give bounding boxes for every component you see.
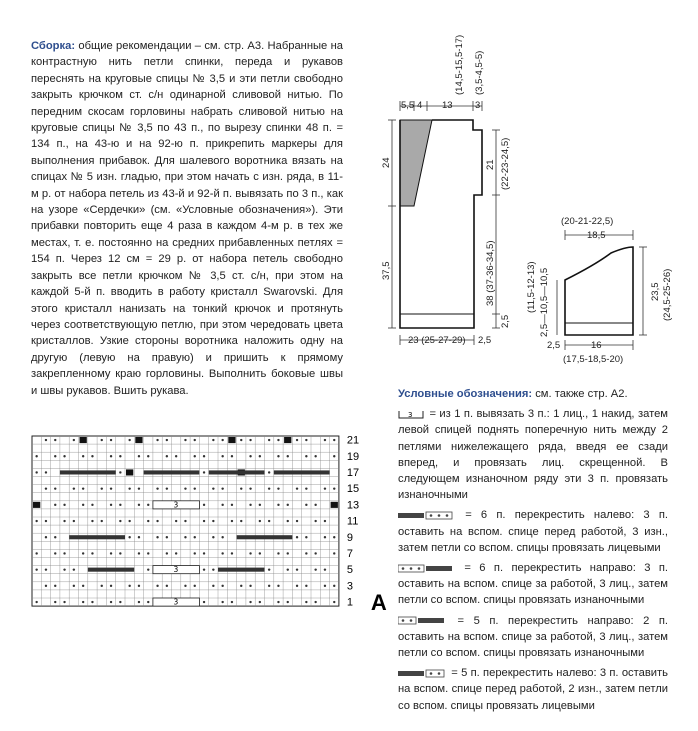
sleeve-left-label: 2,5—10,5—10,5: [539, 267, 550, 337]
purl-dot: [305, 487, 307, 489]
purl-dot: [82, 504, 84, 506]
purl-dot: [63, 568, 65, 570]
purl-dot: [147, 520, 149, 522]
chart-row-number: 9: [346, 531, 354, 544]
chart-filled-cell: [126, 469, 133, 475]
purl-dot: [166, 585, 168, 587]
purl-dot: [128, 585, 130, 587]
purl-dot: [314, 520, 316, 522]
purl-dot: [324, 520, 326, 522]
legend-heading: Условные обозначения:: [398, 388, 533, 400]
sleeve-top-label: 18,5: [587, 230, 606, 241]
purl-dot: [119, 455, 121, 457]
purl-dot: [259, 455, 261, 457]
purl-dot: [166, 552, 168, 554]
purl-dot: [287, 568, 289, 570]
purl-dot: [35, 552, 37, 554]
purl-dot: [268, 439, 270, 441]
sleeve-outline: [565, 247, 633, 335]
purl-dot: [45, 439, 47, 441]
purl-dot: [268, 520, 270, 522]
purl-dot: [156, 536, 158, 538]
purl-dot: [35, 471, 37, 473]
purl-dot: [240, 520, 242, 522]
purl-dot: [91, 455, 93, 457]
purl-dot: [324, 585, 326, 587]
legend-item-5: = 5 п. перекрестить налево: 3 п. оставить на вспом. спице перед работой, 2 изн., затем петли со вспом. спицы провязать лицевыми: [398, 667, 668, 712]
top-shoulder-label: (3,5-4,5-5): [474, 50, 485, 95]
purl-dot: [259, 552, 261, 554]
purl-dot: [147, 601, 149, 603]
chart-cable: [88, 568, 135, 572]
purl-dot: [333, 585, 335, 587]
legend-item-4: = 5 п. перекрестить направо: 2 п. оставить на вспом. спице за работой, 3 лиц., затем петли со вспом. спицы провязать изнаночными: [398, 614, 669, 660]
purl-dot: [305, 455, 307, 457]
neckline-shape: [400, 120, 432, 206]
cross-left-6-icon: [398, 511, 454, 520]
purl-dot: [333, 552, 335, 554]
purl-dot: [305, 504, 307, 506]
purl-dot: [110, 585, 112, 587]
right-body-label: 38 (37-36-34,5): [485, 240, 496, 306]
purl-dot: [73, 520, 75, 522]
purl-dot: [203, 568, 205, 570]
right-armhole-alt-label: (22-23-24,5): [500, 137, 511, 190]
purl-dot: [296, 585, 298, 587]
purl-dot: [119, 601, 121, 603]
purl-dot: [305, 536, 307, 538]
purl-dot: [277, 601, 279, 603]
purl-dot: [212, 585, 214, 587]
purl-dot: [128, 487, 130, 489]
chart-row-number: 15: [346, 483, 360, 496]
purl-dot: [259, 520, 261, 522]
assembly-body: общие рекомендации – см. стр. А3. Набранные на контрастную нить петли спинки, переда и рукавов переснять на круговые спицы № 3,5 и эти петли свободно закрыть крючком ст. с/н одинарной сливовой нитью. По передним скосам горловины набрать сливовой нитью на круговые спицы № 3,5 по 43 п., по вырезу спинки 48 п. = 134 п., на 43-ю и на 92-ю п. прикрепить маркеры для выполнения прибавок. Для шалевого воротника вязать на спицах № 5 изн. гладью, при этом начать с изн. ряда, в 11-м р. от набора петель из 43-й и 92-й п. вывязать по 3 п., как на узоре «Сердечки» (см. «Условные обозначения»). Эти прибавки повторить еще 4 раза в каждом 4-м р. в тех же местах, т. е. постоянно на средних прибавленных петлях = 154 п. Через 12 см = 29 р. от набора петель свободно закрыть все петли крючком № 3,5 ст. с/н, при этом на каждой 5-й п. вводить в работу кристалл Swarovski. Для этого кристалл нанизать на тонкий крючок и протянуть через соответствующую петлю, при этом чередовать цвета кристаллов. Узкие стороны воротника наложить одну на другую (левую на правую) и пришить к прямому закрепленному краю горловины. Выполнить боковые швы и швы рукавов. Вшить рукава.: [31, 40, 344, 397]
purl-dot: [194, 585, 196, 587]
purl-dot: [166, 439, 168, 441]
chart-row-number: 13: [346, 499, 360, 512]
chart-cable: [60, 470, 116, 474]
purl-dot: [324, 568, 326, 570]
purl-dot: [333, 455, 335, 457]
chart-cable: [218, 568, 265, 572]
purl-dot: [54, 439, 56, 441]
purl-dot: [119, 520, 121, 522]
chart-cable: [209, 470, 265, 474]
purl-dot: [231, 520, 233, 522]
purl-dot: [296, 520, 298, 522]
purl-dot: [166, 536, 168, 538]
purl-dot: [184, 487, 186, 489]
purl-dot: [259, 601, 261, 603]
purl-dot: [203, 471, 205, 473]
purl-dot: [184, 585, 186, 587]
purl-dot: [63, 455, 65, 457]
purl-dot: [110, 552, 112, 554]
purl-dot: [221, 585, 223, 587]
purl-dot: [221, 487, 223, 489]
top-neck-label: (14,5-15,5-17): [454, 34, 465, 95]
top-width-1: 5,5: [401, 100, 415, 111]
purl-dot: [156, 439, 158, 441]
legend-item-1: = из 1 п. вывязать 3 п.: 1 лиц., 1 накид, затем левой спицей поднять поперечную нить между 2 петлями нижележащего ряда, введя ее сзади вперед, и провязать лиц. скрещенной. В следующем изнаночном ряду эти 3 п. провязать изнаночными: [398, 408, 668, 502]
purl-dot: [221, 536, 223, 538]
purl-dot: [54, 455, 56, 457]
purl-dot: [147, 552, 149, 554]
purl-dot: [240, 487, 242, 489]
legend-item-3: = 6 п. перекрестить направо: 3 п. оставить на вспом. спице за работой, 3 лиц., затем петли со вспом. спицы провязать изнаночными: [398, 562, 669, 607]
chart-row-number: 5: [346, 564, 354, 577]
purl-dot: [73, 568, 75, 570]
purl-dot: [119, 471, 121, 473]
purl-dot: [221, 552, 223, 554]
purl-dot: [175, 520, 177, 522]
sleeve-schematic: [525, 205, 698, 370]
cross-right-5-icon: [398, 616, 446, 625]
purl-dot: [54, 487, 56, 489]
purl-dot: [305, 585, 307, 587]
chart-filled-cell: [228, 437, 235, 443]
purl-dot: [287, 520, 289, 522]
purl-dot: [82, 455, 84, 457]
purl-dot: [268, 471, 270, 473]
chart-filled-cell: [331, 502, 338, 508]
purl-dot: [277, 504, 279, 506]
chart-row-number: 1: [346, 596, 354, 609]
purl-dot: [305, 601, 307, 603]
purl-dot: [249, 487, 251, 489]
purl-dot: [221, 455, 223, 457]
purl-dot: [138, 504, 140, 506]
purl-dot: [35, 520, 37, 522]
top-width-2: 4: [417, 100, 423, 111]
purl-dot: [45, 487, 47, 489]
legend-heading-rest: см. также стр. А2.: [535, 388, 628, 400]
bottom-width-label: 23 (25-27-29): [408, 335, 466, 346]
body-schematic: [370, 30, 515, 360]
purl-dot: [45, 536, 47, 538]
purl-dot: [138, 487, 140, 489]
purl-dot: [259, 504, 261, 506]
purl-dot: [324, 487, 326, 489]
purl-dot: [296, 487, 298, 489]
purl-dot: [45, 568, 47, 570]
purl-dot: [175, 455, 177, 457]
purl-dot: [249, 439, 251, 441]
purl-dot: [333, 439, 335, 441]
purl-dot: [184, 536, 186, 538]
purl-dot: [231, 601, 233, 603]
top-width-4: 3: [475, 100, 481, 111]
purl-dot: [63, 520, 65, 522]
purl-dot: [45, 471, 47, 473]
purl-dot: [175, 552, 177, 554]
purl-dot: [324, 536, 326, 538]
purl-dot: [184, 520, 186, 522]
chart-row-number: 7: [346, 548, 354, 560]
purl-dot: [119, 504, 121, 506]
chart-filled-cell: [80, 437, 87, 443]
purl-dot: [82, 585, 84, 587]
chart-cable: [274, 470, 330, 474]
purl-dot: [203, 504, 205, 506]
purl-dot: [240, 585, 242, 587]
purl-dot: [156, 487, 158, 489]
purl-dot: [35, 455, 37, 457]
chart-cable: [144, 470, 200, 474]
purl-dot: [156, 585, 158, 587]
chart-row-number: 3: [346, 580, 354, 593]
purl-dot: [249, 455, 251, 457]
chart-cable: [69, 535, 125, 539]
assembly-heading: Сборка:: [31, 40, 76, 52]
purl-dot: [314, 601, 316, 603]
chart-filled-cell: [33, 502, 40, 508]
legend: [398, 386, 668, 714]
sleeve-bottom-rib-label: 2,5: [547, 340, 561, 351]
purl-dot: [240, 439, 242, 441]
purl-dot: [221, 439, 223, 441]
purl-dot: [110, 439, 112, 441]
sleeve-right-label: 23,5: [650, 282, 661, 301]
purl-dot: [138, 552, 140, 554]
sleeve-bottom-label: 16: [591, 340, 602, 351]
purl-dot: [194, 439, 196, 441]
purl-dot: [63, 552, 65, 554]
purl-dot: [277, 487, 279, 489]
left-total-label: 37,5: [381, 261, 392, 280]
purl-dot: [212, 520, 214, 522]
purl-dot: [54, 585, 56, 587]
purl-dot: [73, 487, 75, 489]
purl-dot: [166, 487, 168, 489]
purl-dot: [324, 439, 326, 441]
chart-filled-cell: [284, 437, 291, 443]
chart-cable: [237, 535, 293, 539]
assembly-text: [31, 38, 343, 399]
increase-symbol-icon: [398, 410, 424, 419]
right-armhole-label: 21: [485, 159, 496, 170]
purl-dot: [138, 601, 140, 603]
purl-dot: [91, 552, 93, 554]
chart-cell-label: 3: [173, 565, 179, 575]
chart-letter: A: [370, 590, 387, 610]
purl-dot: [296, 568, 298, 570]
purl-dot: [203, 552, 205, 554]
purl-dot: [268, 585, 270, 587]
chart-row-number: 21: [346, 434, 360, 447]
cross-right-6-icon: [398, 564, 454, 573]
cross-left-5-icon: [398, 669, 446, 678]
bottom-rib-label: 2,5: [478, 335, 492, 346]
purl-dot: [138, 585, 140, 587]
purl-dot: [156, 520, 158, 522]
purl-dot: [194, 487, 196, 489]
purl-dot: [249, 552, 251, 554]
purl-dot: [221, 601, 223, 603]
purl-dot: [101, 439, 103, 441]
purl-dot: [147, 568, 149, 570]
purl-dot: [91, 504, 93, 506]
legend-item-2: = 6 п. перекрестить налево: 3 п. оставить на вспом. спице перед работой, 3 изн., затем петли со вспом. спицы провязать лицевыми: [398, 509, 668, 554]
purl-dot: [314, 504, 316, 506]
purl-dot: [305, 439, 307, 441]
purl-dot: [54, 552, 56, 554]
purl-dot: [203, 601, 205, 603]
purl-dot: [45, 520, 47, 522]
purl-dot: [54, 536, 56, 538]
purl-dot: [91, 601, 93, 603]
purl-dot: [110, 455, 112, 457]
right-rib-label: 2,5: [500, 314, 511, 328]
chart-row-number: 19: [346, 450, 360, 463]
purl-dot: [212, 568, 214, 570]
purl-dot: [147, 504, 149, 506]
sleeve-bottom-alt-label: (17,5-18,5-20): [563, 354, 624, 365]
purl-dot: [212, 487, 214, 489]
purl-dot: [119, 552, 121, 554]
purl-dot: [110, 504, 112, 506]
purl-dot: [194, 552, 196, 554]
purl-dot: [287, 455, 289, 457]
purl-dot: [333, 536, 335, 538]
purl-dot: [333, 487, 335, 489]
purl-dot: [231, 455, 233, 457]
purl-dot: [54, 504, 56, 506]
purl-dot: [91, 520, 93, 522]
purl-dot: [35, 568, 37, 570]
purl-dot: [110, 487, 112, 489]
sleeve-right-alt-label: (24,5-25-26): [662, 268, 673, 321]
svg-text:3: 3: [408, 410, 413, 419]
purl-dot: [249, 504, 251, 506]
purl-dot: [63, 504, 65, 506]
purl-dot: [147, 455, 149, 457]
purl-dot: [73, 585, 75, 587]
purl-dot: [73, 439, 75, 441]
purl-dot: [203, 455, 205, 457]
chart-cell-label: 3: [173, 597, 179, 607]
purl-dot: [184, 439, 186, 441]
knitting-chart: [30, 430, 400, 610]
purl-dot: [138, 536, 140, 538]
purl-dot: [314, 455, 316, 457]
purl-dot: [54, 601, 56, 603]
purl-dot: [231, 504, 233, 506]
chart-row-number: 11: [346, 515, 359, 528]
purl-dot: [277, 585, 279, 587]
purl-dot: [110, 601, 112, 603]
purl-dot: [333, 601, 335, 603]
purl-dot: [63, 601, 65, 603]
purl-dot: [101, 585, 103, 587]
purl-dot: [82, 552, 84, 554]
purl-dot: [203, 520, 205, 522]
sleeve-left-alt-label: (11,5-12-13): [526, 261, 537, 313]
purl-dot: [314, 552, 316, 554]
purl-dot: [249, 585, 251, 587]
left-armhole-label: 24: [381, 157, 392, 168]
top-width-3: 13: [442, 100, 453, 111]
purl-dot: [268, 568, 270, 570]
purl-dot: [194, 455, 196, 457]
purl-dot: [101, 487, 103, 489]
purl-dot: [277, 455, 279, 457]
purl-dot: [35, 601, 37, 603]
purl-dot: [138, 455, 140, 457]
purl-dot: [221, 504, 223, 506]
purl-dot: [101, 520, 103, 522]
purl-dot: [277, 552, 279, 554]
purl-dot: [128, 520, 130, 522]
purl-dot: [287, 601, 289, 603]
purl-dot: [287, 552, 289, 554]
sleeve-top-alt-label: (20-21-22,5): [561, 216, 614, 227]
purl-dot: [212, 536, 214, 538]
purl-dot: [287, 504, 289, 506]
chart-row-number: 17: [346, 467, 360, 479]
purl-dot: [268, 487, 270, 489]
purl-dot: [82, 601, 84, 603]
purl-dot: [166, 455, 168, 457]
purl-dot: [314, 568, 316, 570]
purl-dot: [128, 439, 130, 441]
purl-dot: [249, 601, 251, 603]
chart-filled-cell: [135, 437, 142, 443]
chart-cell-label: 3: [173, 500, 179, 510]
purl-dot: [45, 585, 47, 587]
purl-dot: [231, 552, 233, 554]
purl-dot: [212, 439, 214, 441]
purl-dot: [277, 439, 279, 441]
purl-dot: [194, 536, 196, 538]
purl-dot: [82, 487, 84, 489]
purl-dot: [296, 536, 298, 538]
purl-dot: [305, 552, 307, 554]
purl-dot: [128, 536, 130, 538]
purl-dot: [296, 439, 298, 441]
